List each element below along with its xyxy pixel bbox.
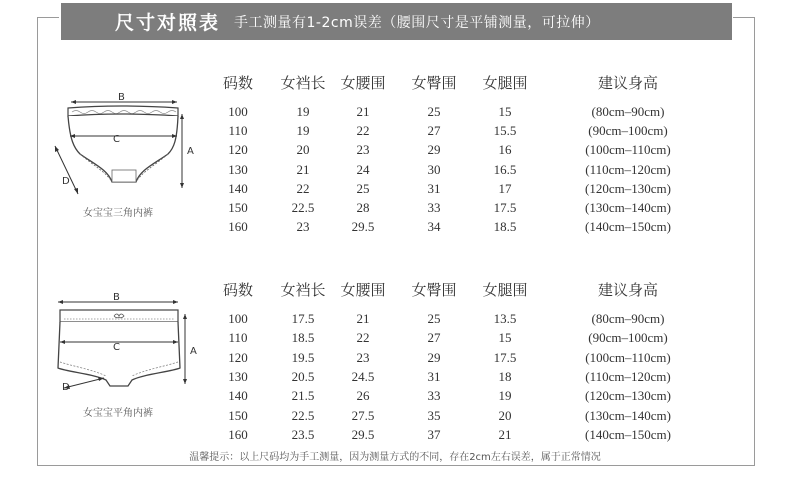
table-cell: 21 xyxy=(498,426,512,442)
dim-label-d: D xyxy=(62,382,70,393)
table-cell: 19 xyxy=(296,104,310,119)
table-cell: 26 xyxy=(356,388,370,404)
table-cell: 17.5 xyxy=(493,349,517,365)
table-cell: 27 xyxy=(427,123,441,139)
table-cell: 21 xyxy=(356,311,370,326)
column-header: 建议身高 xyxy=(597,281,659,299)
dim-label-c: C xyxy=(113,134,120,145)
table-cell: 25 xyxy=(427,311,441,326)
table-cell: 19.5 xyxy=(291,349,315,365)
table-cell: 17 xyxy=(498,180,512,196)
table-cell: 31 xyxy=(427,180,441,196)
table-cell: 120 xyxy=(228,142,248,158)
table-cell: 29.5 xyxy=(351,426,375,442)
table-cell: 21 xyxy=(356,104,370,119)
table-cell: 22.5 xyxy=(291,200,315,215)
briefs-caption: 女宝宝三角内裤 xyxy=(83,208,153,219)
table-cell: 17.5 xyxy=(291,311,315,326)
table-cell: 110 xyxy=(228,123,248,139)
table-cell: (110cm–120cm) xyxy=(585,368,671,384)
table-cell: 22 xyxy=(356,330,370,346)
table-cell: (130cm–140cm) xyxy=(585,200,671,215)
table-cell: 160 xyxy=(228,219,248,235)
table-cell: 18 xyxy=(498,368,512,384)
column-header: 女臀围 xyxy=(411,281,457,299)
table-cell: (100cm–110cm) xyxy=(585,349,671,365)
dim-label-d: D xyxy=(62,176,70,187)
table-cell: (80cm–90cm) xyxy=(591,311,665,326)
table-cell: 29 xyxy=(427,349,441,365)
page-title: 尺寸对照表 xyxy=(115,12,221,34)
column-header: 女裆长 xyxy=(280,281,326,299)
boyshorts-caption: 女宝宝平角内裤 xyxy=(83,408,153,419)
table-cell: (140cm–150cm) xyxy=(585,426,671,442)
table-cell: 140 xyxy=(228,180,248,196)
column-header: 女裆长 xyxy=(280,74,326,92)
table-cell: 25 xyxy=(356,180,370,196)
table-cell: 22 xyxy=(296,180,310,196)
table-cell: 24 xyxy=(356,161,370,177)
table-cell: (90cm–100cm) xyxy=(588,123,668,139)
table-cell: 21.5 xyxy=(291,388,315,404)
table-cell: 33 xyxy=(427,388,441,404)
table-cell: 18.5 xyxy=(493,219,517,235)
dim-label-b: B xyxy=(113,292,120,303)
footer-note: 温馨提示：以上尺码均为手工测量，因为测量方式的不同，存在2cm左右误差，属于正常情况 xyxy=(189,452,601,463)
table-cell: 20 xyxy=(296,142,310,158)
table-cell: 15 xyxy=(498,104,512,119)
table-cell: 21 xyxy=(296,161,310,177)
table-cell: 22 xyxy=(356,123,370,139)
table-cell: 35 xyxy=(427,407,441,423)
table-cell: 23.5 xyxy=(291,426,315,442)
table-cell: 100 xyxy=(228,311,248,326)
dim-label-a: A xyxy=(187,146,194,157)
table-cell: 29.5 xyxy=(351,219,375,235)
table-cell: 15.5 xyxy=(493,123,517,139)
briefs-illustration xyxy=(50,90,210,200)
table-cell: 23 xyxy=(296,219,310,235)
table-cell: 29 xyxy=(427,142,441,158)
table-cell: 27 xyxy=(427,330,441,346)
boyshorts-illustration xyxy=(50,290,210,400)
column-header: 建议身高 xyxy=(597,74,659,92)
table-cell: 31 xyxy=(427,368,441,384)
table-cell: 22.5 xyxy=(291,407,315,423)
table-cell: (120cm–130cm) xyxy=(585,388,671,404)
table-cell: (110cm–120cm) xyxy=(585,161,671,177)
table-cell: 20 xyxy=(498,407,512,423)
dim-label-a: A xyxy=(190,346,197,357)
table-cell: 110 xyxy=(228,330,248,346)
table-cell: (90cm–100cm) xyxy=(588,330,668,346)
table-cell: 17.5 xyxy=(493,200,517,215)
header-bar xyxy=(61,3,732,40)
column-header: 女腰围 xyxy=(340,281,386,299)
page-subtitle: 手工测量有1-2cm误差（腰围尺寸是平铺测量，可拉伸） xyxy=(234,14,600,31)
frame-top-right xyxy=(733,17,754,18)
table-cell: (80cm–90cm) xyxy=(591,104,665,119)
table-cell: 160 xyxy=(228,426,248,442)
table-cell: 30 xyxy=(427,161,441,177)
table-cell: 23 xyxy=(356,142,370,158)
table-cell: 37 xyxy=(427,426,441,442)
table-cell: 13.5 xyxy=(493,311,517,326)
table-cell: 23 xyxy=(356,349,370,365)
table-cell: (120cm–130cm) xyxy=(585,180,671,196)
table-cell: 34 xyxy=(427,219,441,235)
frame-top-left xyxy=(37,17,59,18)
dim-label-c: C xyxy=(113,342,120,353)
table-cell: 100 xyxy=(228,104,248,119)
table-cell: 130 xyxy=(228,368,248,384)
column-header: 女臀围 xyxy=(411,74,457,92)
table-cell: 20.5 xyxy=(291,368,315,384)
column-header: 女腿围 xyxy=(482,74,528,92)
table-cell: 28 xyxy=(356,200,370,215)
column-header: 女腰围 xyxy=(340,74,386,92)
column-header: 码数 xyxy=(222,74,254,92)
table-cell: 19 xyxy=(296,123,310,139)
table-cell: (100cm–110cm) xyxy=(585,142,671,158)
table-cell: (130cm–140cm) xyxy=(585,407,671,423)
table-cell: 150 xyxy=(228,407,248,423)
column-header: 码数 xyxy=(222,281,254,299)
table-cell: 18.5 xyxy=(291,330,315,346)
table-cell: 25 xyxy=(427,104,441,119)
table-cell: 15 xyxy=(498,330,512,346)
table-cell: 16 xyxy=(498,142,512,158)
table-cell: 140 xyxy=(228,388,248,404)
column-header: 女腿围 xyxy=(482,281,528,299)
table-cell: 120 xyxy=(228,349,248,365)
table-cell: 130 xyxy=(228,161,248,177)
table-cell: 33 xyxy=(427,200,441,215)
table-cell: 24.5 xyxy=(351,368,375,384)
table-cell: 19 xyxy=(498,388,512,404)
table-cell: 27.5 xyxy=(351,407,375,423)
dim-label-b: B xyxy=(118,92,125,103)
table-cell: 16.5 xyxy=(493,161,517,177)
table-cell: (140cm–150cm) xyxy=(585,219,671,235)
table-cell: 150 xyxy=(228,200,248,215)
